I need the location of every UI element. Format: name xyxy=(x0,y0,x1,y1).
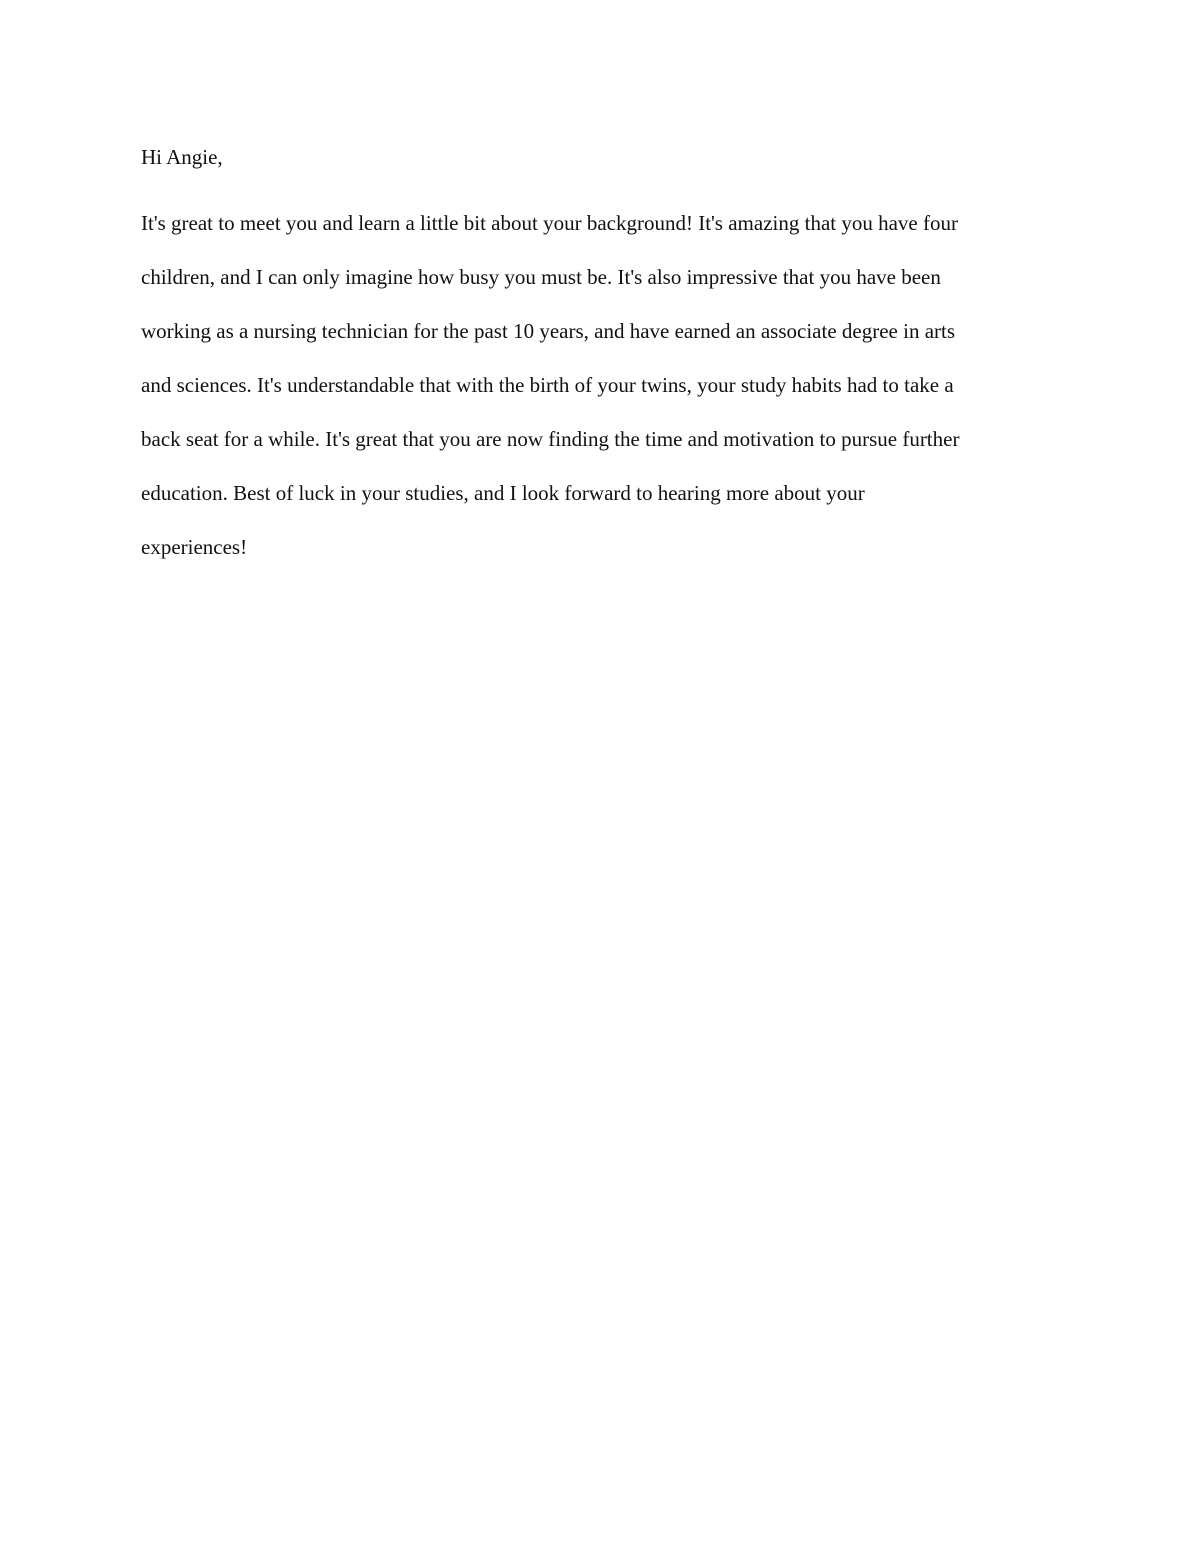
paragraph-line: It's great to meet you and learn a little bit about your background! It's amazing that you have four xyxy=(141,211,958,235)
paragraph-line: working as a nursing technician for the past 10 years, and have earned an associate degree in arts xyxy=(141,319,956,343)
paragraph-line: experiences! xyxy=(141,535,248,559)
greeting: Hi Angie, xyxy=(141,145,223,169)
paragraph-line: education. Best of luck in your studies, and I look forward to hearing more about your xyxy=(141,481,865,505)
paragraph-line: and sciences. It's understandable that with the birth of your twins, your study habits had to take a xyxy=(141,373,954,397)
message-paragraph xyxy=(141,196,1081,574)
paragraph-line: children, and I can only imagine how busy you must be. It's also impressive that you have been xyxy=(141,265,941,289)
paragraph-line: back seat for a while. It's great that you are now finding the time and motivation to pursue further xyxy=(141,427,960,451)
